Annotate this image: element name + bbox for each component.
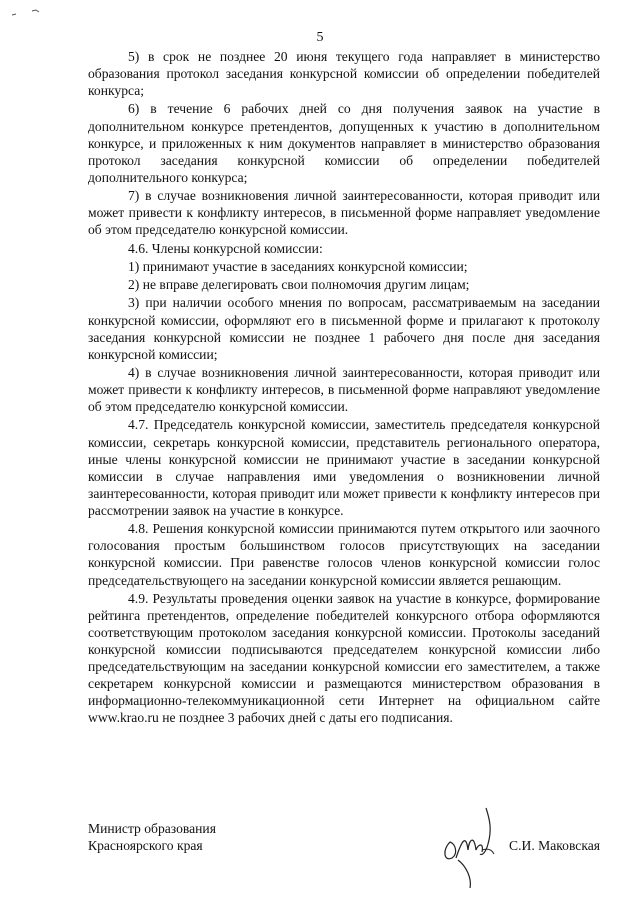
page-number: 5 (316, 30, 324, 45)
paragraph: 3) при наличии особого мнения по вопросам, рассматриваемым на заседании конкурсной комиссии, оформляют его в письменной форме и прилагают к протоколу заседания конкурсной комиссии не позднее 1 рабочего дня после дня заседания конкурсной комиссии; (88, 295, 600, 362)
signer-title-line: Красноярского края (88, 838, 203, 853)
signer-title-line: Министр образования (88, 821, 216, 836)
paragraph: 7) в случае возникновения личной заинтересованности, которая приводит или может привести к конфликту интересов, в письменной форме направляет уведомление об этом председателю конкурсной комиссии. (88, 188, 600, 238)
paragraph: 4.7. Председатель конкурсной комиссии, заместитель председателя конкурсной комиссии, секретарь конкурсной комиссии, представитель регионального оператора, иные члены конкурсной комиссии не принимают участие в заседании конкурсной комиссии в случае направления ими уведомления о возникновении личной заинтересованности, которая приводит или может привести к конфликту интересов при рассмотрении заявок на участие в конкурсе. (88, 417, 600, 518)
paragraph: 4) в случае возникновения личной заинтересованности, которая приводит или может привести к конфликту интересов, в письменной форме направляют уведомление об этом председателю конкурсной комиссии. (88, 365, 600, 415)
signer-name: С.И. Маковская (509, 838, 600, 853)
signer-title (88, 820, 216, 854)
paragraph: 5) в срок не позднее 20 июня текущего года направляет в министерство образования протокол заседания конкурсной комиссии об определении победителей конкурса; (88, 49, 600, 99)
paragraph: 6) в течение 6 рабочих дней со дня получения заявок на участие в дополнительном конкурсе претендентов, допущенных к участию в дополнительном конкурсе, и приложенных к ним документов направляет в министерство образования протокол заседания конкурсной комиссии об определении победителей дополнительного конкурса; (88, 101, 600, 185)
paragraph: 4.8. Решения конкурсной комиссии принимаются путем открытого или заочного голосования простым большинством голосов присутствующих на заседании конкурсной комиссии. При равенстве голосов членов конкурсной комиссии голос председательствующего на заседании конкурсной комиссии является решающим. (88, 521, 600, 588)
paragraph: 1) принимают участие в заседаниях конкурсной комиссии; (128, 258, 468, 274)
paragraph: 4.6. Члены конкурсной комиссии: (128, 240, 323, 256)
paragraph: 2) не вправе делегировать свои полномочия другим лицам; (128, 277, 470, 293)
handwritten-signature (436, 800, 506, 890)
paragraph: 4.9. Результаты проведения оценки заявок на участие в конкурсе, формирование рейтинга претендентов, определение победителей конкурсного отбора оформляются соответствующим протоколом заседания конкурсной комиссии. Протоколы заседаний конкурсной комиссии подписываются председателем конкурсной комиссии либо председательствующим на заседании конкурсной комиссии его заместителем, а также секретарем конкурсной комиссии и размещаются министерством образования в информационно-телекоммуникационной сети Интернет на официальном сайте www.krao.ru не позднее 3 рабочих дней с даты его подписания. (88, 590, 600, 726)
document-body (88, 48, 600, 728)
scan-mark (10, 8, 50, 18)
